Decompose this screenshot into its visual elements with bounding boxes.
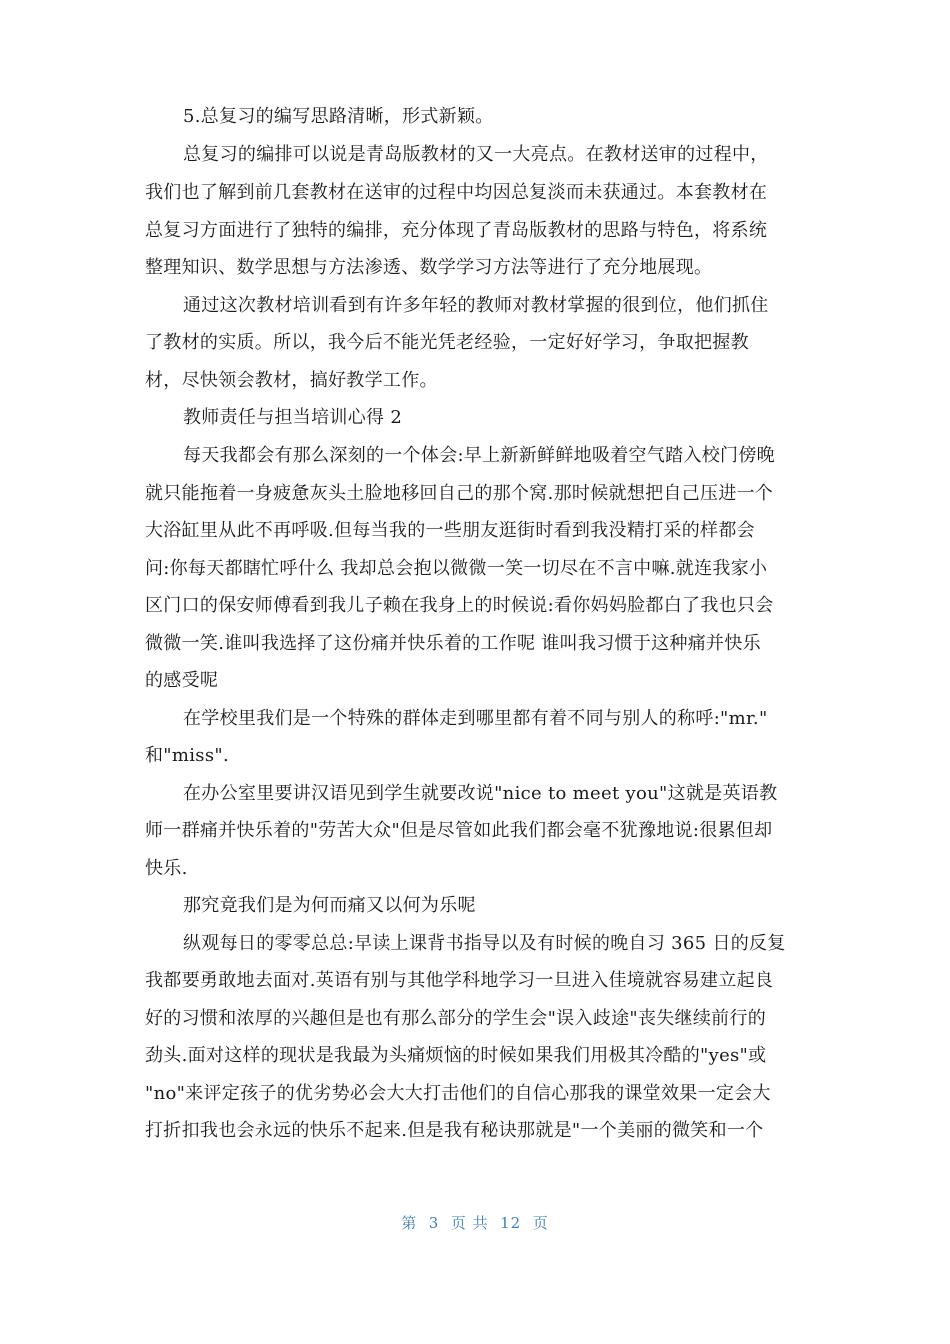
paragraph-line: 在学校里我们是一个特殊的群体走到哪里都有着不同与别人的称呼:"mr."	[183, 708, 768, 729]
section-title: 教师责任与担当培训心得 2	[183, 407, 403, 428]
paragraph-line: 大浴缸里从此不再呼吸.但每当我的一些朋友逛街时看到我没精打采的样都会	[145, 520, 755, 541]
paragraph-line: 劲头.面对这样的现状是我最为头痛烦恼的时候如果我们用极其冷酷的"yes"或	[145, 1045, 767, 1066]
paragraph-line: 就只能拖着一身疲惫灰头土脸地移回自己的那个窝.那时候就想把自己压进一个	[145, 483, 774, 504]
paragraph-line: 打折扣我也会永远的快乐不起来.但是我有秘诀那就是"一个美丽的微笑和一个	[145, 1120, 764, 1141]
paragraph-line: 了教材的实质。所以，我今后不能光凭老经验，一定好好学习，争取把握教	[145, 332, 749, 353]
paragraph-line: 快乐.	[145, 858, 188, 879]
paragraph-line: 每天我都会有那么深刻的一个体会:早上新新鲜鲜地吸着空气踏入校门傍晚	[183, 445, 775, 466]
paragraph-line: 通过这次教材培训看到有许多年轻的教师对教材掌握的很到位，他们抓住	[183, 295, 769, 316]
paragraph-line: 微微一笑.谁叫我选择了这份痛并快乐着的工作呢 谁叫我习惯于这种痛并快乐	[145, 633, 761, 654]
paragraph-line: 和"miss".	[145, 745, 229, 766]
paragraph-line: 总复习方面进行了独特的编排，充分体现了青岛版教材的思路与特色，将系统	[145, 220, 768, 241]
paragraph-line: 材，尽快领会教材，搞好教学工作。	[145, 370, 438, 391]
paragraph-line: 好的习惯和浓厚的兴趣但是也有那么部分的学生会"误入歧途"丧失继续前行的	[145, 1008, 767, 1029]
paragraph-line: 区门口的保安师傅看到我儿子赖在我身上的时候说:看你妈妈脸都白了我也只会	[145, 595, 774, 616]
paragraph-line: 纵观每日的零零总总:早读上课背书指导以及有时候的晚自习 365 日的反复	[183, 933, 786, 954]
paragraph-line: 师一群痛并快乐着的"劳苦大众"但是尽管如此我们都会毫不犹豫地说:很累但却	[145, 820, 773, 841]
paragraph-line: 总复习的编排可以说是青岛版教材的又一大亮点。在教材送审的过程中，	[183, 144, 769, 165]
paragraph-line: 我都要勇敢地去面对.英语有别与其他学科地学习一旦进入佳境就容易建立起良	[145, 970, 774, 991]
paragraph-line: 那究竟我们是为何而痛又以何为乐呢	[183, 895, 476, 916]
heading-line: 5.总复习的编写思路清晰，形式新颖。	[183, 106, 494, 127]
paragraph-line: "no"来评定孩子的优劣势必会大大打击他们的自信心那我的课堂效果一定会大	[145, 1083, 771, 1104]
paragraph-line: 在办公室里要讲汉语见到学生就要改说"nice to meet you"这就是英语教	[183, 783, 778, 804]
paragraph-line: 我们也了解到前几套教材在送审的过程中均因总复淡而未获通过。本套教材在	[145, 182, 768, 203]
paragraph-line: 问:你每天都瞎忙呼什么 我却总会抱以微微一笑一切尽在不言中嘛.就连我家小	[145, 558, 768, 579]
page-number-footer: 第 3 页 共 12 页	[401, 1214, 549, 1232]
paragraph-line: 的感受呢	[145, 670, 219, 691]
paragraph-line: 整理知识、数学思想与方法渗透、数学学习方法等进行了充分地展现。	[145, 257, 713, 278]
